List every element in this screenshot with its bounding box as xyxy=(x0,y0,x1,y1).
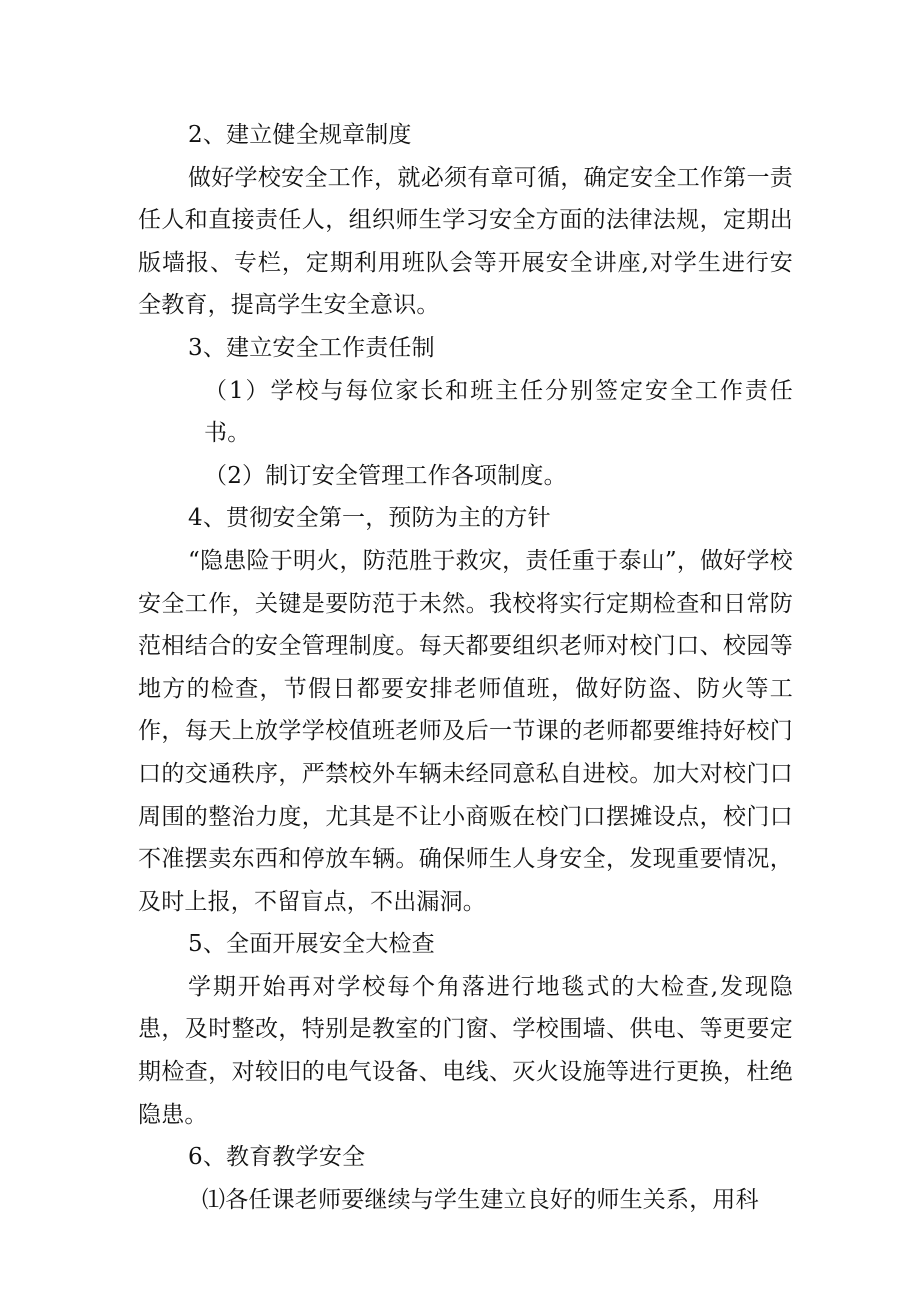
paragraph-rules: 做好学校安全工作，就必须有章可循，确定安全工作第一责任人和直接责任人，组织师生学习安全方面的法律法规，定期出版墙报、专栏，定期利用班队会等开展安全讲座,对学生进行安全教育，提高学生安全意识。 xyxy=(138,164,793,319)
list-item-teaching: ⑴各任课老师要继续与学生建立良好的师生关系，用科 xyxy=(202,1186,759,1213)
section-heading-3: 3、建立安全工作责任制 xyxy=(188,334,435,361)
section-heading-5: 5、全面开展安全大检查 xyxy=(188,931,435,958)
list-item-2: （2）制订安全管理工作各项制度。 xyxy=(204,462,567,489)
document-body xyxy=(138,114,793,1221)
section-heading-4: 4、贯彻安全第一，预防为主的方针 xyxy=(188,505,551,532)
section-heading-6: 6、教育教学安全 xyxy=(188,1144,366,1171)
paragraph-prevention: “隐患险于明火，防范胜于救灾，责任重于泰山”，做好学校安全工作，关键是要防范于未然。我校将实行定期检查和日常防范相结合的安全管理制度。每天都要组织老师对校门口、校园等地方的检查，节假日都要安排老师值班，做好防盗、防火等工作，每天上放学学校值班老师及后一节课的老师都要维持好校门口的交通秩序，严禁校外车辆未经同意私自进校。加大对校门口周围的整治力度，尤其是不让小商贩在校门口摆摊设点，校门口不准摆卖东西和停放车辆。确保师生人身安全，发现重要情况，及时上报，不留盲点，不出漏洞。 xyxy=(138,547,793,915)
section-heading-2: 2、建立健全规章制度 xyxy=(188,122,412,148)
list-item-1: （1）学校与每位家长和班主任分别签定安全工作责任书。 xyxy=(204,377,793,447)
paragraph-inspection: 学期开始再对学校每个角落进行地毯式的大检查,发现隐患，及时整改，特别是教室的门窗、学校围墙、供电、等更要定期检查，对较旧的电气设备、电线、灭火设施等进行更换，杜绝隐患。 xyxy=(138,973,793,1128)
